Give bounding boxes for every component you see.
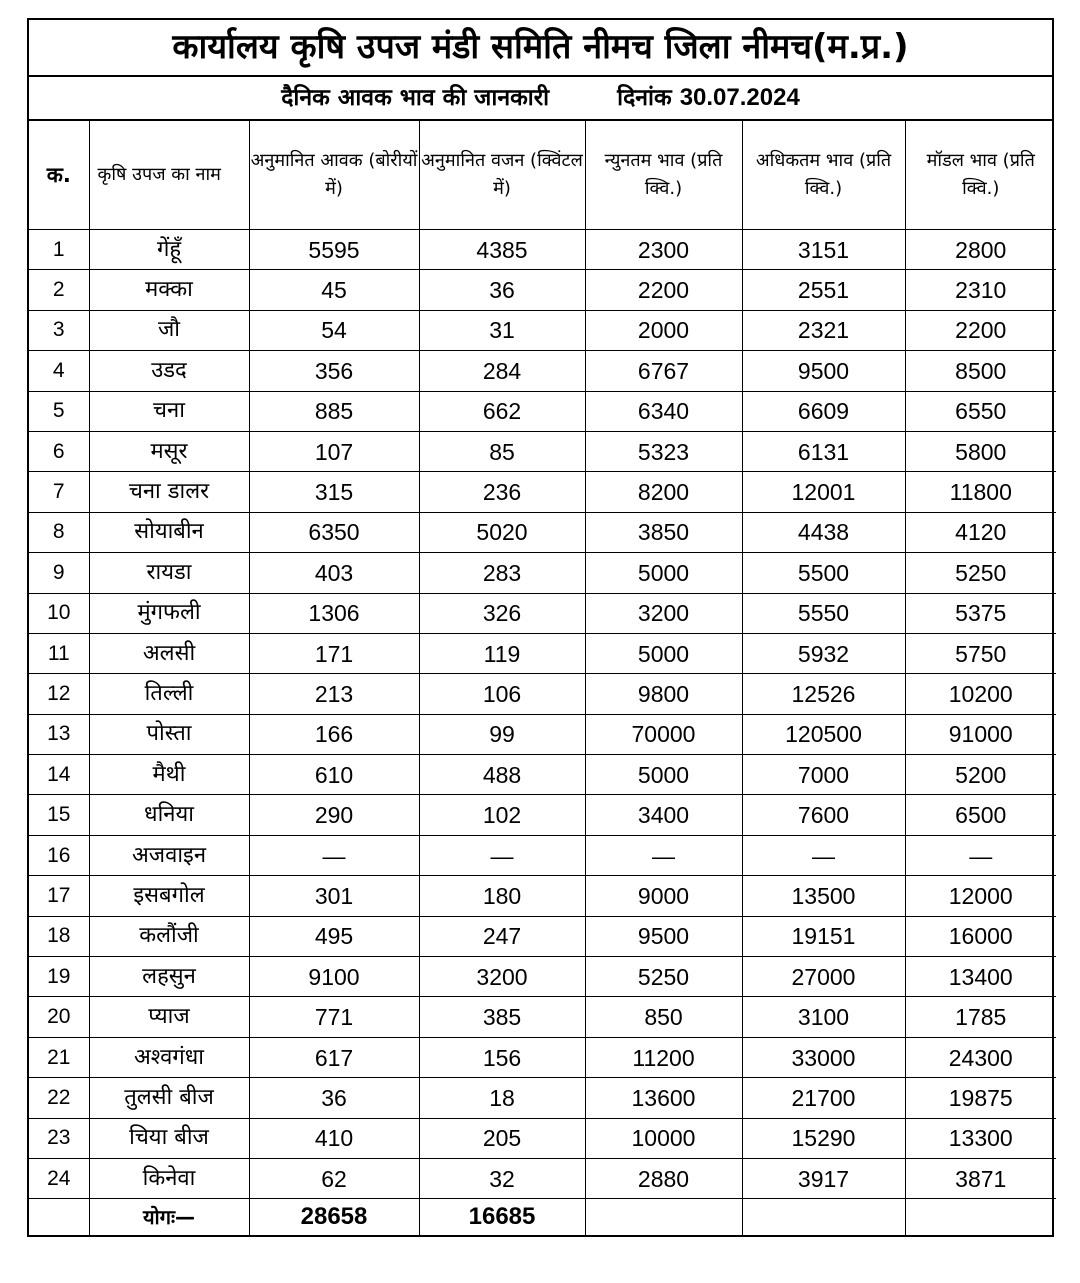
table-row — [29, 553, 1056, 593]
arrival-bags: 290 — [249, 795, 419, 835]
crop-name: इसबगोल — [89, 876, 249, 916]
crop-name: किनेवा — [89, 1158, 249, 1198]
weight-quintal: — — [419, 835, 585, 875]
table-row — [29, 633, 1056, 673]
row-sn: 3 — [29, 310, 89, 350]
crop-name: रायडा — [89, 553, 249, 593]
weight-quintal: 236 — [419, 472, 585, 512]
min-price: 3200 — [585, 593, 742, 633]
total-bags: 28658 — [249, 1199, 419, 1236]
weight-quintal: 18 — [419, 1078, 585, 1118]
modal-price: 10200 — [905, 674, 1056, 714]
arrival-bags: 885 — [249, 391, 419, 431]
min-price: 13600 — [585, 1078, 742, 1118]
header-weight-quintal: अनुमानित वजन (क्विंटल में) — [419, 121, 585, 230]
max-price: 21700 — [742, 1078, 905, 1118]
table-row — [29, 593, 1056, 633]
arrival-bags: 403 — [249, 553, 419, 593]
table-row — [29, 431, 1056, 471]
weight-quintal: 106 — [419, 674, 585, 714]
table-row — [29, 835, 1056, 875]
table-row — [29, 997, 1056, 1037]
max-price: 6131 — [742, 431, 905, 471]
modal-price: 2310 — [905, 270, 1056, 310]
max-price: 19151 — [742, 916, 905, 956]
table-row — [29, 391, 1056, 431]
arrival-bags: 45 — [249, 270, 419, 310]
crop-name: मसूर — [89, 431, 249, 471]
min-price: 10000 — [585, 1118, 742, 1158]
weight-quintal: 283 — [419, 553, 585, 593]
min-price: 70000 — [585, 714, 742, 754]
row-sn: 22 — [29, 1078, 89, 1118]
row-sn: 6 — [29, 431, 89, 471]
table-row — [29, 230, 1056, 270]
arrival-bags: 301 — [249, 876, 419, 916]
weight-quintal: 5020 — [419, 512, 585, 552]
total-empty-min — [585, 1199, 742, 1236]
arrival-bags: 315 — [249, 472, 419, 512]
modal-price: 24300 — [905, 1037, 1056, 1077]
table-row — [29, 512, 1056, 552]
row-sn: 8 — [29, 512, 89, 552]
table-row — [29, 714, 1056, 754]
crop-name: सोयाबीन — [89, 512, 249, 552]
crop-name: चना — [89, 391, 249, 431]
header-arrival-bags: अनुमानित आवक (बोरीयों में) — [249, 121, 419, 230]
arrival-bags: 62 — [249, 1158, 419, 1198]
arrival-bags: 610 — [249, 755, 419, 795]
min-price: 6340 — [585, 391, 742, 431]
total-weight: 16685 — [419, 1199, 585, 1236]
modal-price: 2800 — [905, 230, 1056, 270]
weight-quintal: 85 — [419, 431, 585, 471]
subtitle-text: दैनिक आवक भाव की जानकारी — [281, 85, 550, 111]
arrival-bags: 495 — [249, 916, 419, 956]
table-row — [29, 1158, 1056, 1198]
max-price: 7600 — [742, 795, 905, 835]
modal-price: 16000 — [905, 916, 1056, 956]
min-price: 5323 — [585, 431, 742, 471]
arrival-bags: 213 — [249, 674, 419, 714]
modal-price: 5375 — [905, 593, 1056, 633]
report-title: कार्यालय कृषि उपज मंडी समिति नीमच जिला नीमच(म.प्र.) — [29, 20, 1052, 77]
crop-name: धनिया — [89, 795, 249, 835]
crop-name: पोस्ता — [89, 714, 249, 754]
max-price: 5500 — [742, 553, 905, 593]
row-sn: 18 — [29, 916, 89, 956]
modal-price: — — [905, 835, 1056, 875]
header-sn: क. — [29, 121, 89, 230]
table-row — [29, 472, 1056, 512]
arrival-bags: 9100 — [249, 957, 419, 997]
total-row — [29, 1199, 1056, 1236]
row-sn: 4 — [29, 351, 89, 391]
crop-name: अश्वगंधा — [89, 1037, 249, 1077]
modal-price: 1785 — [905, 997, 1056, 1037]
table-row — [29, 876, 1056, 916]
modal-price: 2200 — [905, 310, 1056, 350]
max-price: 120500 — [742, 714, 905, 754]
arrival-bags: 617 — [249, 1037, 419, 1077]
crop-name: तिल्ली — [89, 674, 249, 714]
row-sn: 17 — [29, 876, 89, 916]
table-row — [29, 1037, 1056, 1077]
weight-quintal: 36 — [419, 270, 585, 310]
row-sn: 5 — [29, 391, 89, 431]
min-price: 9800 — [585, 674, 742, 714]
modal-price: 8500 — [905, 351, 1056, 391]
weight-quintal: 180 — [419, 876, 585, 916]
max-price: 5550 — [742, 593, 905, 633]
crop-name: मक्का — [89, 270, 249, 310]
max-price: 12526 — [742, 674, 905, 714]
weight-quintal: 247 — [419, 916, 585, 956]
min-price: 5000 — [585, 755, 742, 795]
max-price: 2321 — [742, 310, 905, 350]
mandi-price-report — [27, 18, 1054, 1237]
weight-quintal: 662 — [419, 391, 585, 431]
crop-name: जौ — [89, 310, 249, 350]
report-subtitle — [29, 77, 1052, 121]
min-price: 3400 — [585, 795, 742, 835]
header-row — [29, 121, 1056, 230]
min-price: 5000 — [585, 553, 742, 593]
modal-price: 19875 — [905, 1078, 1056, 1118]
crop-name: अलसी — [89, 633, 249, 673]
row-sn: 21 — [29, 1037, 89, 1077]
modal-price: 11800 — [905, 472, 1056, 512]
arrival-bags: 54 — [249, 310, 419, 350]
max-price: 6609 — [742, 391, 905, 431]
modal-price: 5800 — [905, 431, 1056, 471]
max-price: 13500 — [742, 876, 905, 916]
total-empty-sn — [29, 1199, 89, 1236]
max-price: 3917 — [742, 1158, 905, 1198]
crop-name: तुलसी बीज — [89, 1078, 249, 1118]
modal-price: 13400 — [905, 957, 1056, 997]
weight-quintal: 4385 — [419, 230, 585, 270]
arrival-bags: 1306 — [249, 593, 419, 633]
header-modal-price: मॉडल भाव (प्रति क्वि.) — [905, 121, 1056, 230]
row-sn: 9 — [29, 553, 89, 593]
modal-price: 6550 — [905, 391, 1056, 431]
crop-name: मुंगफली — [89, 593, 249, 633]
arrival-bags: 410 — [249, 1118, 419, 1158]
weight-quintal: 31 — [419, 310, 585, 350]
min-price: 850 — [585, 997, 742, 1037]
modal-price: 3871 — [905, 1158, 1056, 1198]
weight-quintal: 32 — [419, 1158, 585, 1198]
crop-name: गेंहूँ — [89, 230, 249, 270]
table-body — [29, 230, 1056, 1236]
weight-quintal: 488 — [419, 755, 585, 795]
row-sn: 15 — [29, 795, 89, 835]
min-price: 8200 — [585, 472, 742, 512]
row-sn: 11 — [29, 633, 89, 673]
row-sn: 7 — [29, 472, 89, 512]
table-row — [29, 674, 1056, 714]
row-sn: 12 — [29, 674, 89, 714]
crop-name: प्याज — [89, 997, 249, 1037]
weight-quintal: 3200 — [419, 957, 585, 997]
modal-price: 5200 — [905, 755, 1056, 795]
table-row — [29, 310, 1056, 350]
min-price: 2300 — [585, 230, 742, 270]
max-price: 4438 — [742, 512, 905, 552]
table-row — [29, 351, 1056, 391]
row-sn: 19 — [29, 957, 89, 997]
total-empty-modal — [905, 1199, 1056, 1236]
arrival-bags: 771 — [249, 997, 419, 1037]
row-sn: 14 — [29, 755, 89, 795]
min-price: 2000 — [585, 310, 742, 350]
weight-quintal: 156 — [419, 1037, 585, 1077]
row-sn: 13 — [29, 714, 89, 754]
weight-quintal: 385 — [419, 997, 585, 1037]
max-price: 9500 — [742, 351, 905, 391]
min-price: 6767 — [585, 351, 742, 391]
min-price: 2880 — [585, 1158, 742, 1198]
arrival-bags: 356 — [249, 351, 419, 391]
table-row — [29, 795, 1056, 835]
max-price: 2551 — [742, 270, 905, 310]
min-price: 5000 — [585, 633, 742, 673]
row-sn: 1 — [29, 230, 89, 270]
date-label: दिनांक — [617, 85, 672, 111]
max-price: 27000 — [742, 957, 905, 997]
modal-price: 5250 — [905, 553, 1056, 593]
header-name: कृषि उपज का नाम — [89, 121, 249, 230]
table-row — [29, 1078, 1056, 1118]
max-price: 15290 — [742, 1118, 905, 1158]
weight-quintal: 326 — [419, 593, 585, 633]
max-price: 33000 — [742, 1037, 905, 1077]
modal-price: 4120 — [905, 512, 1056, 552]
max-price: 7000 — [742, 755, 905, 795]
arrival-bags: 107 — [249, 431, 419, 471]
modal-price: 12000 — [905, 876, 1056, 916]
modal-price: 13300 — [905, 1118, 1056, 1158]
row-sn: 24 — [29, 1158, 89, 1198]
row-sn: 23 — [29, 1118, 89, 1158]
arrival-bags: 36 — [249, 1078, 419, 1118]
price-table — [29, 121, 1056, 1235]
total-empty-max — [742, 1199, 905, 1236]
date-value: 30.07.2024 — [679, 84, 800, 111]
crop-name: चिया बीज — [89, 1118, 249, 1158]
table-row — [29, 957, 1056, 997]
weight-quintal: 205 — [419, 1118, 585, 1158]
crop-name: लहसुन — [89, 957, 249, 997]
weight-quintal: 102 — [419, 795, 585, 835]
arrival-bags: 6350 — [249, 512, 419, 552]
arrival-bags: 5595 — [249, 230, 419, 270]
total-label: योगः— — [89, 1199, 249, 1236]
header-max-price: अधिकतम भाव (प्रति क्वि.) — [742, 121, 905, 230]
weight-quintal: 284 — [419, 351, 585, 391]
arrival-bags: — — [249, 835, 419, 875]
crop-name: कलौंजी — [89, 916, 249, 956]
table-row — [29, 1118, 1056, 1158]
arrival-bags: 171 — [249, 633, 419, 673]
header-min-price: न्युनतम भाव (प्रति क्वि.) — [585, 121, 742, 230]
crop-name: चना डालर — [89, 472, 249, 512]
min-price: 5250 — [585, 957, 742, 997]
weight-quintal: 119 — [419, 633, 585, 673]
crop-name: मैथी — [89, 755, 249, 795]
row-sn: 20 — [29, 997, 89, 1037]
min-price: 2200 — [585, 270, 742, 310]
arrival-bags: 166 — [249, 714, 419, 754]
table-row — [29, 916, 1056, 956]
min-price: — — [585, 835, 742, 875]
modal-price: 5750 — [905, 633, 1056, 673]
max-price: 3100 — [742, 997, 905, 1037]
row-sn: 2 — [29, 270, 89, 310]
weight-quintal: 99 — [419, 714, 585, 754]
modal-price: 6500 — [905, 795, 1056, 835]
row-sn: 16 — [29, 835, 89, 875]
table-row — [29, 755, 1056, 795]
table-row — [29, 270, 1056, 310]
min-price: 9500 — [585, 916, 742, 956]
min-price: 11200 — [585, 1037, 742, 1077]
max-price: 3151 — [742, 230, 905, 270]
min-price: 3850 — [585, 512, 742, 552]
crop-name: उडद — [89, 351, 249, 391]
min-price: 9000 — [585, 876, 742, 916]
row-sn: 10 — [29, 593, 89, 633]
max-price: 5932 — [742, 633, 905, 673]
crop-name: अजवाइन — [89, 835, 249, 875]
max-price: 12001 — [742, 472, 905, 512]
modal-price: 91000 — [905, 714, 1056, 754]
max-price: — — [742, 835, 905, 875]
